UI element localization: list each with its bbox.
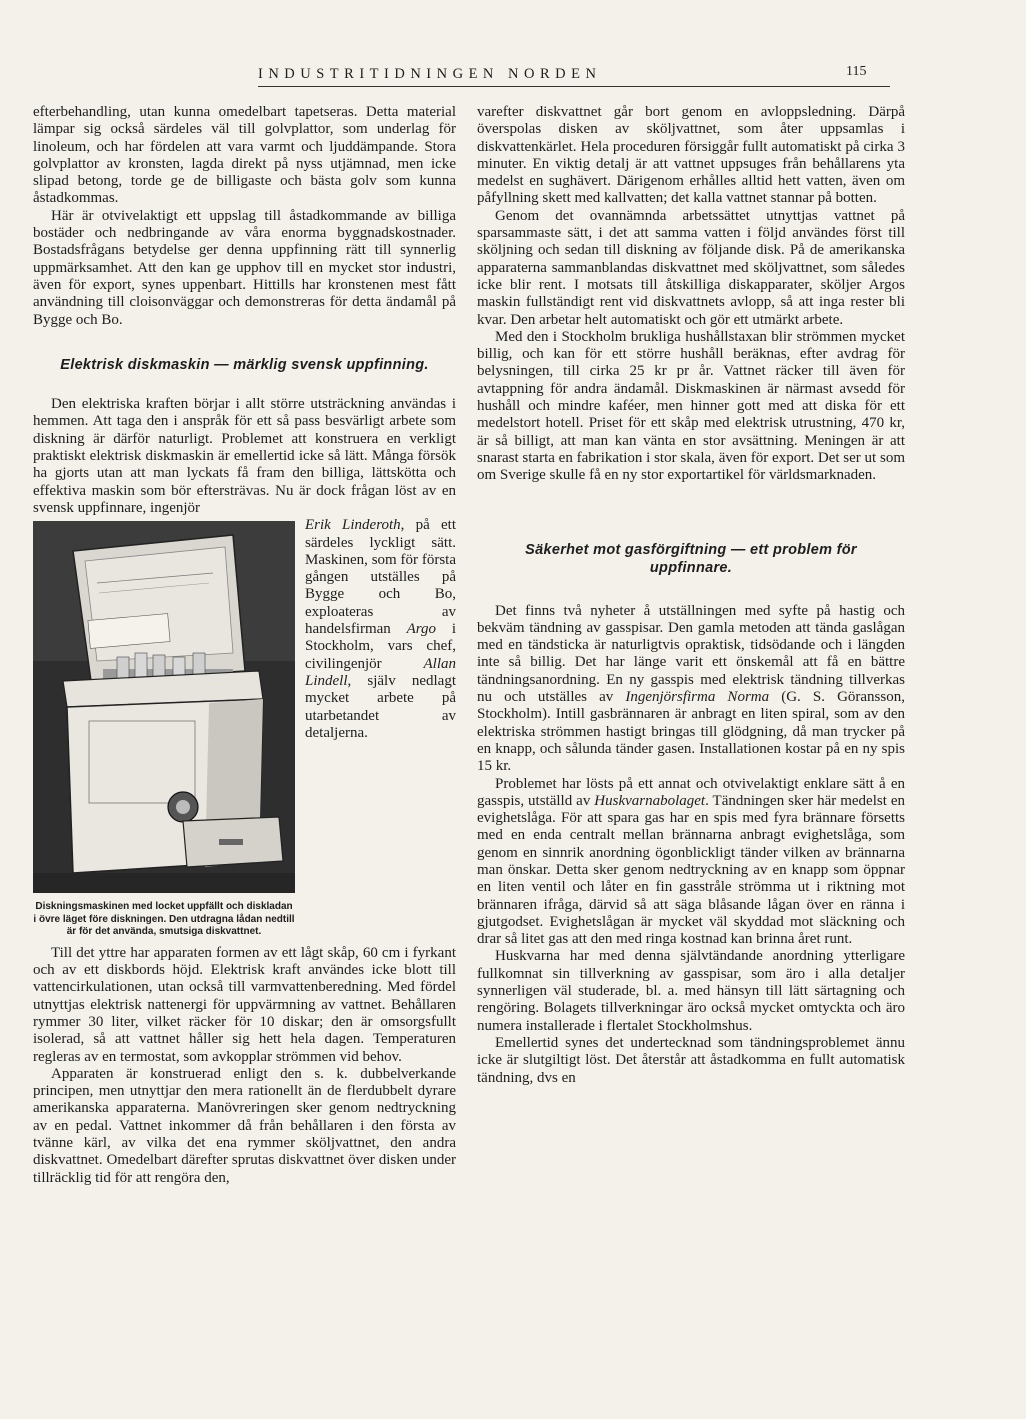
section-heading-gas-safety: Säkerhet mot gasförgiftning — ett problem för uppfinnare. bbox=[525, 541, 857, 576]
paragraph: efterbehandling, utan kunna omedelbart tapetseras. Detta material lämpar sig också särdeles väl till golvplattor, som underlag för linoleum, och har fördelen att vara varmt och ljuddämpande. Stora golvplattor av kronsten, lagda direkt på nyss utjämnad, men icke slipad betong, torde ge de billigaste och bästa golv som kunna åstadkommas. bbox=[33, 104, 456, 207]
paragraph: Emellertid synes det undertecknad som tändningsproblemet ännu icke är slutgiltigt löst. Det återstår att åstadkomma en fullt automatisk tändning, dvs en bbox=[477, 1034, 905, 1086]
dishwasher-photo bbox=[33, 521, 295, 893]
paragraph: Här är otvivelaktigt ett uppslag till åstadkommande av billiga bostäder och nedbringande av våra enorma byggnadskostnader. Bostadsfrågans betydelse ger denna uppfinning rätt till synnerlig uppmärksamhet. Att den kan ge upphov till en mycket stor industri, även för export, synes uppenbart. Hittills har kronstenen mest fått användning till cloisonväggar och demonstreras för detta ändamål på Bygge och Bo. bbox=[33, 207, 456, 328]
right-column bbox=[477, 104, 905, 1087]
header-rule bbox=[258, 86, 890, 87]
firm-name: Huskvarnabolaget bbox=[594, 792, 706, 809]
figure-caption: Diskningsmaskinen med locket uppfällt och diskladan i övre läget före diskningen. Den utdragna lådan nedtill är för det använda, smutsiga diskvattnet. bbox=[33, 901, 295, 938]
figure-dishwasher bbox=[33, 521, 295, 939]
section-heading-dishwasher: Elektrisk diskmaskin — märklig svensk uppfinning. bbox=[60, 356, 429, 373]
paragraph: Till det yttre har apparaten formen av ett lågt skåp, 60 cm i fyrkant och av ett diskbords höjd. Elektrisk kraft användes icke blott till vattencirkulationen, utan också till varmvattenberedning. Med fördel utnyttjas elektrisk nattenergi för uppvärmning av vattnet. Behållaren rymmer 30 liter, vilket räcker för 10 diskar; den är omsorgsfullt isolerad, så att vattnet håller sig hett hela dagen. Temperaturen regleras av en termostat, som avkopplar strömmen vid behov. bbox=[33, 944, 456, 1065]
firm-name: Ingenjörsfirma Norma bbox=[625, 689, 770, 706]
paragraph-continued: Erik Linderoth, på ett särdeles lyckligt sätt. Maskinen, som för första gången utställes på Bygge och Bo, exploateras av handelsfirman Argo i Stockholm, vars chef, civilingenjör Allan Lindell, själv nedlagt mycket arbete på utarbetandet av detaljerna. bbox=[305, 517, 456, 741]
person-name: Allan Lindell bbox=[305, 655, 456, 689]
paragraph: Genom det ovannämnda arbetssättet utnyttjas vattnet på sparsammaste sätt, i det att samma vatten i följd användes först till sköljning och sedan till diskning av följande disk. På de amerikanska apparaterna sammanblandas diskvattnet med sköljvattnet, som således icke blir rent. I motsats till åtskilliga diskapparater, sköljer Argos maskin fullständigt rent vid diskvattnets avlopp, så att inga rester bli kvar. Den arbetar helt automatiskt och gör ett utmärkt arbete. bbox=[477, 207, 905, 328]
dishwasher-illustration bbox=[33, 521, 295, 893]
page-number: 115 bbox=[846, 64, 867, 79]
paragraph: Med den i Stockholm brukliga hushållstaxan blir strömmen mycket billig, och kan för ett större hushåll beräknas, efter avdrag för belysningen, till cirka 25 kr pr år. Vattnet räcker till även för avtappning för andra ändamål. Diskmaskinen är närmast avsedd för hushåll och mindre kaféer, men hinner gott med att diska för ett medelstort hotell. Priset för ett skåp med elektrisk utrustning, 470 kr, är så billigt, att man kan vänta en stor avsättning. Meningen är att snarast starta en fabrikation i stor skala, även för export. Det ser ut som om Sverige skulle få en ny stor exportartikel för världsmarknaden. bbox=[477, 328, 905, 484]
paragraph: Det finns två nyheter å utställningen med syfte på hastig och bekväm tändning av gasspisar. Den gamla metoden att tända gaslågan med en tändsticka är naturligtvis opraktisk, tidsödande och i längden inte så billig. Det har länge varit ett önskemål att få en bättre tändningsanordning. En ny gasspis med elektrisk tändning tillverkas nu och utställes av Ingenjörsfirma Norma (G. S. Göransson, Stockholm). Intill gasbrännaren är anbragt en liten spiral, som av den elektriska strömmen hastigt bringas till glödgning, då man trycker på en knapp, och sålunda tänder gasen. Installationen kostar på en ny spis 15 kr. bbox=[477, 602, 905, 775]
firm-name: Argo bbox=[406, 621, 437, 638]
left-column bbox=[33, 104, 456, 1187]
paragraph: Problemet har lösts på ett annat och otvivelaktigt enklare sätt å en gasspis, utställd av Huskvarnabolaget. Tändningen sker här medelst en evighetslåga. För att spara gas har en spis med fyra brännare försetts med en enda centralt mellan brännarna anbragt evighetslåga, som genom en sinnrik anordning ögonblickligt tänder vilken av brännarna man önskar. Detta sker genom nedtryckning av en knapp som öppnar en liten ventil och låter en fin gasstråle strömma ut i riktning mot brännaren ifråga, därvid så att säga blåsande lågan över en ränna i gjutgodset. Evighetslågan är mycket väl skyddad mot släckning och drar så litet gas att den med ringa kostnad kan brinna året runt. bbox=[477, 775, 905, 948]
paragraph: Apparaten är konstruerad enligt den s. k. dubbelverkande principen, men utnyttjar den mera rationellt än de flerdubbelt dyrare amerikanska apparaterna. Manövreringen sker genom nedtryckning av en pedal. Vattnet inkommer då från behållaren i den första av tvänne kärl, av vilka det ena rymmer sköljvattnet, den andra diskvattnet. Omedelbart därefter sprutas diskvattnet över disken under tillräcklig tid för att rengöra den, bbox=[33, 1065, 456, 1186]
person-name: Erik Linderoth bbox=[305, 517, 401, 534]
paragraph: Den elektriska kraften börjar i allt större utsträckning användas i hemmen. Att taga den i anspråk för ett så pass besvärligt arbete som diskning är därför naturligt. Problemet att konstruera en verkligt praktiskt elektrisk diskmaskin är emellertid icke så lätt. Många försök ha gjorts utan att man lyckats få fram den billiga, lättskötta och effektiva maskin som bör eftersträvas. Nu är dock frågan löst av en svensk uppfinnare, ingenjör bbox=[33, 396, 456, 516]
running-title: INDUSTRITIDNINGEN NORDEN bbox=[258, 66, 602, 82]
paragraph: varefter diskvattnet går bort genom en avloppsledning. Därpå överspolas disken av sköljvattnet, som åter uppsamlas i diskvattenkärlet. Hela proceduren försiggår fullt automatiskt på cirka 3 minuter. En viktig detalj är att vattnet uppsuges från behållarens yta medelst en sughävert. Därigenom erhålles alltid hett vatten, även om påfyllning skett med kallvatten; det kalla vattnet stannar på botten. bbox=[477, 104, 905, 207]
paragraph: Huskvarna har med denna självtändande anordning ytterligare fullkomnat sin tillverkning av gasspisar, som äro i alla detaljer synnerligen väl studerade, bl. a. med hänsyn till lätt särtagning och rengöring. Bolagets tillverkningar äro också mycket omtyckta och äro numera installerade i flertalet Stockholmshus. bbox=[477, 948, 905, 1034]
